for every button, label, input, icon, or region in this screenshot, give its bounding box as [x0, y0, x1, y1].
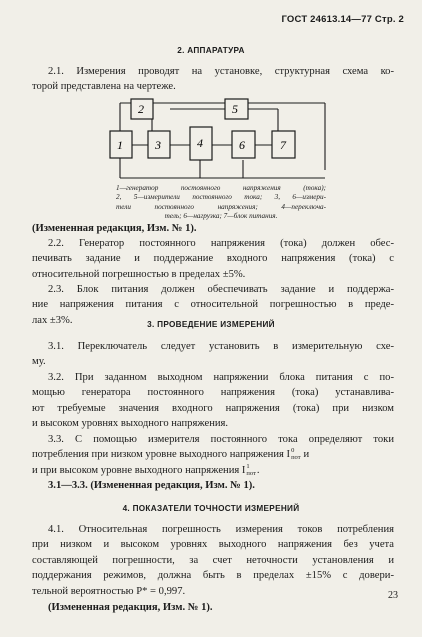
- page-number: 23: [388, 590, 398, 601]
- superscript: 0: [291, 447, 295, 455]
- text-line: [32, 463, 394, 478]
- caption-line: 1—генератор постоянного напряжения (тока);: [116, 184, 326, 192]
- diagram-caption: [116, 184, 326, 222]
- text-line: и высоком уровнях выходного напряжения.: [32, 418, 229, 430]
- text-line: лах ±3%.: [32, 314, 73, 326]
- text-line: ние напряжения питания с относительной погрешностью в преде-: [32, 299, 394, 311]
- paragraph-3-1: [32, 339, 394, 370]
- current-high-indices: [246, 463, 255, 477]
- text-line: торой представлена на чертеже.: [32, 81, 176, 93]
- paragraph-3-3: [32, 432, 394, 478]
- text-line: ют требуемые значения входного напряжения (тока) при низком: [32, 402, 394, 414]
- section-3-title: 3. ПРОВЕДЕНИЕ ИЗМЕРЕНИЙ: [147, 320, 275, 329]
- text-line: составляющей погрешности, за счет неточности установления и: [32, 554, 394, 566]
- block-1-label: 1: [117, 138, 123, 152]
- paragraph-3-2: [32, 370, 394, 432]
- current-low-indices: [291, 447, 300, 461]
- text-line: тельной вероятностью P* = 0,997.: [32, 585, 186, 597]
- text-line: при низком и высоком уровнях выходного напряжения без учета: [32, 539, 394, 551]
- text-span: потребления при низком уровне выходного напряжения I: [32, 449, 291, 461]
- block-5-label: 5: [232, 102, 238, 116]
- subscript: пот: [291, 454, 301, 462]
- section-4-title: 4. ПОКАЗАТЕЛИ ТОЧНОСТИ ИЗМЕРЕНИЙ: [122, 504, 300, 513]
- text-span: и при высоком уровне выходного напряжения I: [32, 464, 246, 476]
- text-line: 2.1. Измерения проводят на установке, структурная схема ко-: [48, 66, 394, 77]
- text-line: 3.3. С помощью измерителя постоянного тока определяют токи: [48, 434, 394, 445]
- subscript: пот: [246, 469, 256, 477]
- section-2-title: 2. АППАРАТУРА: [177, 46, 245, 55]
- block-3-label: 3: [155, 138, 161, 152]
- text-span: и: [303, 449, 310, 461]
- text-line: относительной погрешностью в пределах ±5%.: [32, 268, 246, 280]
- text-line: 4.1. Относительная погрешность измерения токов потребления: [48, 524, 394, 535]
- text-line: 2.2. Генератор постоянного напряжения (тока) должен обес-: [48, 238, 394, 249]
- caption-line: 2, 5—измерители постоянного тока; 3, 6—измери-: [116, 193, 326, 202]
- block-6-label: 6: [239, 138, 245, 152]
- text-line: му.: [32, 356, 46, 368]
- caption-line: тель; 6—нагрузка; 7—блок питания.: [164, 212, 278, 221]
- page-header: ГОСТ 24613.14—77 Стр. 2: [281, 14, 404, 25]
- text-line: 3.2. При заданном выходном напряжении блока питания с по-: [48, 372, 394, 383]
- text-line: [32, 447, 394, 462]
- text-line: 2.3. Блок питания должен обеспечивать задание и поддержа-: [48, 284, 394, 295]
- block-2-label: 2: [138, 102, 144, 116]
- superscript: 1: [246, 462, 250, 470]
- text-line: печивать задание и поддержание входного напряжения (тока) с: [32, 253, 394, 265]
- block-7-label: 7: [280, 138, 286, 152]
- paragraph-4-1: [32, 522, 394, 599]
- text-line: поддержания режимов, должна быть в пределах ±15% с довери-: [32, 570, 394, 582]
- amendment-note: 3.1—3.3. (Измененная редакция, Изм. № 1).: [48, 480, 255, 491]
- text-line: мощью генератора постоянного напряжения (тока) устанавлива-: [32, 387, 394, 399]
- amendment-note: (Измененная редакция, Изм. № 1).: [48, 602, 213, 613]
- caption-line: тели постоянного напряжения; 4—переключа-: [116, 202, 326, 211]
- paragraph-2-2: [32, 236, 394, 282]
- amendment-note: (Измененная редакция, Изм. № 1).: [32, 223, 197, 234]
- text-span: .: [256, 464, 260, 476]
- block-4-label: 4: [197, 136, 203, 150]
- text-line: 3.1. Переключатель следует установить в измерительную схе-: [48, 341, 394, 352]
